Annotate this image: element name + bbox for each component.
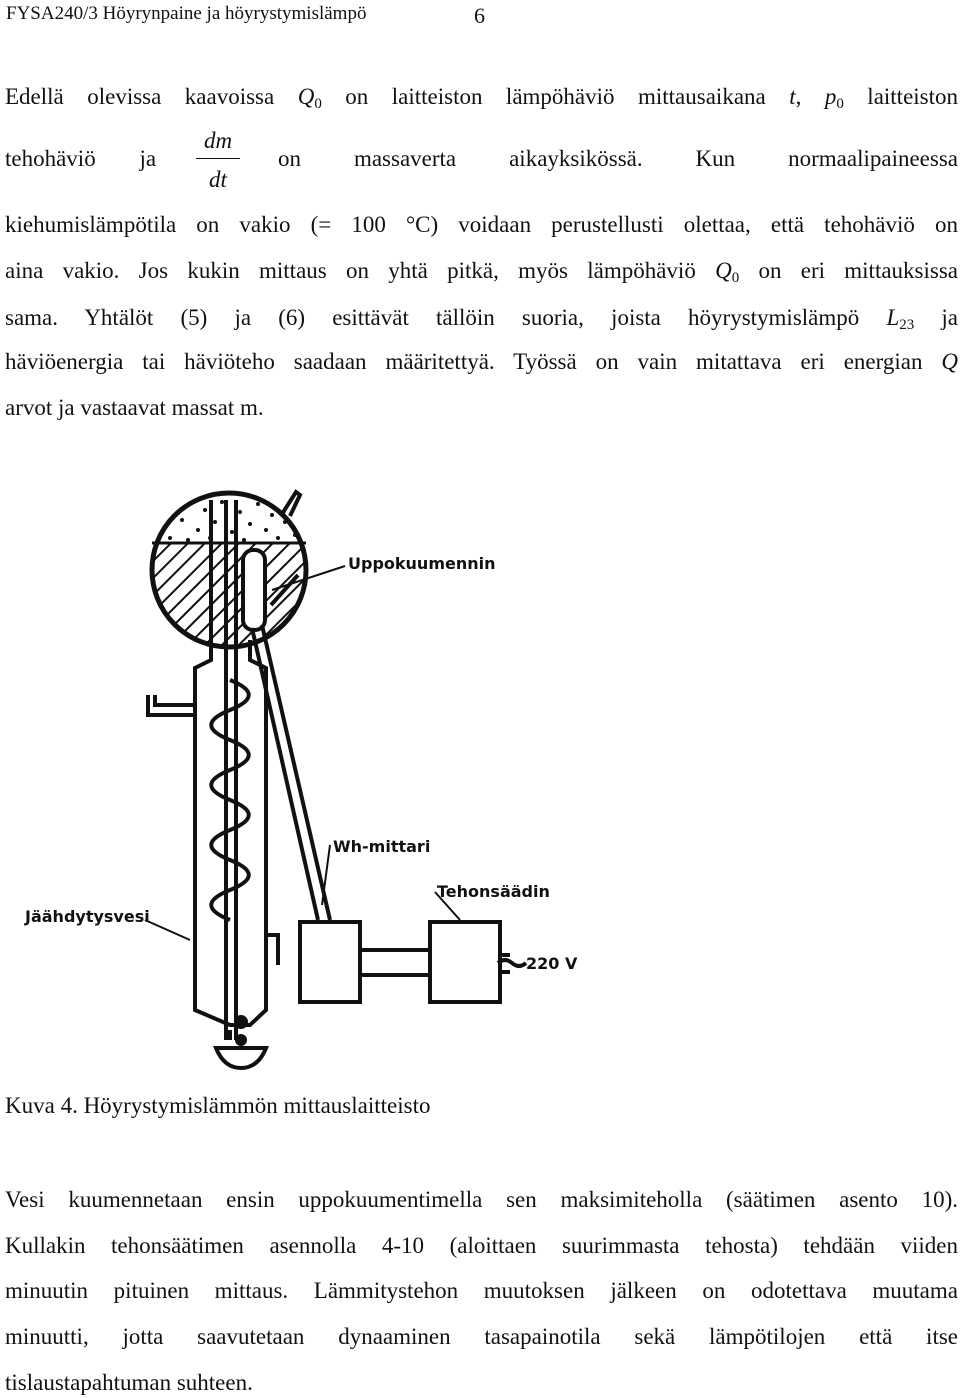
immersion-heater [243, 550, 265, 630]
paragraph-2-line-2: Kullakin tehonsäätimen asennolla 4-10 (aloittaen suurimmasta tehosta) tehdään viiden [5, 1233, 958, 1258]
wh-meter-and-controller [300, 922, 526, 1002]
wh-meter-box [300, 922, 360, 1002]
label-voltage: 220 V [526, 954, 578, 973]
page-number: 6 [474, 3, 485, 28]
paragraph-1-line-5: sama. Yhtälöt (5) ja (6) esittävät tällöin suoria, joista höyrystymislämpö $L_{23}$ ja [5, 305, 958, 333]
fraction-denominator: dt [209, 167, 227, 192]
label-tehonsaadin: Tehonsäädin [437, 882, 550, 901]
paragraph-1-line-6: häviöenergia tai häviöteho saadaan määritettyä. Työssä on vain mitattava eri energian Q [5, 349, 958, 374]
apparatus-diagram [0, 470, 960, 1090]
paragraph-2-line-5: tislaustapahtuman suhteen. [5, 1370, 253, 1395]
label-wh-mittari: Wh-mittari [333, 837, 431, 856]
paragraph-1-line-7: arvot ja vastaavat massat m. [5, 395, 264, 420]
paragraph-1-line-3: kiehumislämpötila on vakio (= 100 °C) voidaan perustellusti olettaa, että tehohäviö on [5, 212, 958, 237]
fraction-dm-dt [196, 128, 240, 193]
label-uppokuumennin: Uppokuumennin [348, 554, 496, 573]
fraction-numerator: dm [203, 128, 233, 153]
boiling-flask [150, 492, 310, 653]
figure-caption: Kuva 4. Höyrystymislämmön mittauslaitteisto [5, 1093, 431, 1118]
paragraph-1-line-2a: tehohäviö ja [5, 146, 157, 171]
running-header: FYSA240/3 Höyrynpaine ja höyrystymislämpö [6, 3, 367, 24]
fraction-bar [196, 158, 240, 159]
paragraph-1-line-4: aina vakio. Jos kukin mittaus on yhtä pitkä, myös lämpöhäviö $Q_0$ on eri mittauksissa [5, 258, 958, 286]
label-jaahdytysvesi: Jäähdytysvesi [25, 907, 150, 926]
paragraph-2-line-1: Vesi kuumennetaan ensin uppokuumentimella sen maksimiteholla (säätimen asento 10). [5, 1187, 958, 1212]
paragraph-2-line-4: minuutti, jotta saavutetaan dynaaminen tasapainotila sekä lämpötilojen että itse [5, 1324, 958, 1349]
paragraph-1-line-1: Edellä olevissa kaavoissa $Q_0$ on laitteiston lämpöhäviö mittausaikana t, $p_0$ laitteiston [5, 84, 959, 112]
power-controller-box [430, 922, 500, 1002]
heater-wires [252, 575, 330, 920]
paragraph-2-line-3: minuutin pituinen mittaus. Lämmitystehon muutoksen jälkeen on odotettava muutama [5, 1278, 958, 1303]
paragraph-1-line-2b: on massaverta aikayksikössä. Kun normaalipaineessa [278, 146, 958, 171]
